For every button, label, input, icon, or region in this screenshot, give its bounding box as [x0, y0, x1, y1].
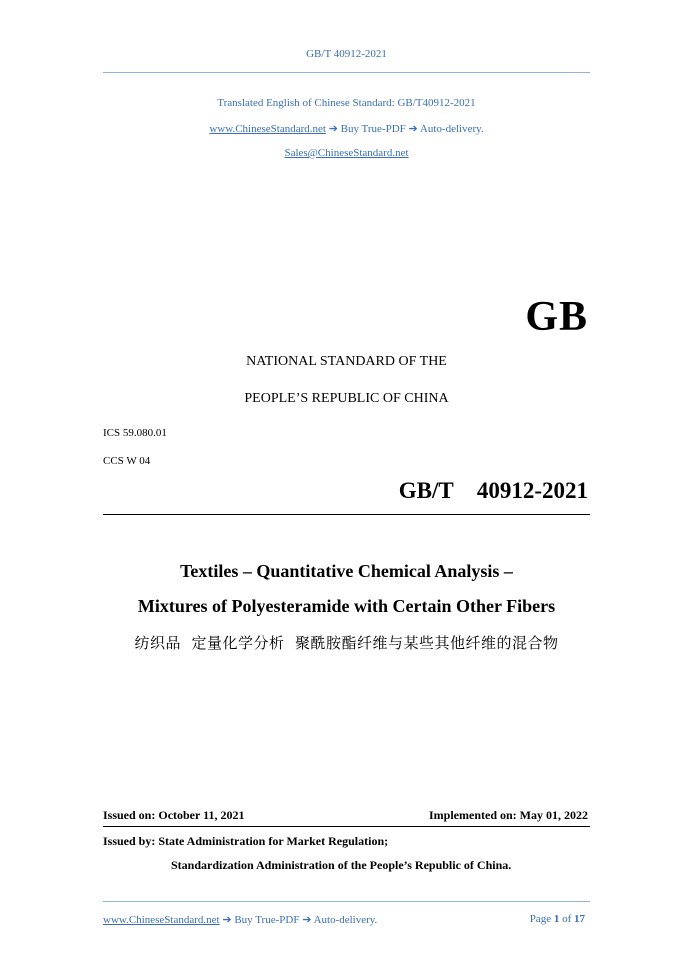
issued-by-line2: Standardization Administration of the People’s Republic of China.: [171, 858, 512, 872]
footer-divider: [103, 901, 590, 902]
auto-delivery-text: Auto-delivery.: [419, 123, 484, 135]
arrow-icon: ➔: [302, 914, 312, 926]
site-link[interactable]: www.ChineseStandard.net: [209, 123, 326, 135]
issued-by-line1: Issued by: State Administration for Market Regulation;: [103, 834, 389, 848]
sales-email-link[interactable]: Sales@ChineseStandard.net: [284, 147, 409, 159]
title-divider: [103, 514, 590, 515]
document-title-chinese: 纺织品 定量化学分析 聚酰胺酯纤维与某些其他纤维的混合物: [134, 634, 559, 652]
translation-notice: Translated English of Chinese Standard: GB/T40912-2021: [217, 97, 476, 109]
dates-divider: [103, 826, 590, 827]
standard-number: GB/T 40912-2021: [398, 478, 588, 503]
ics-code: ICS 59.080.01: [103, 427, 167, 439]
document-title-line2: Mixtures of Polyesteramide with Certain Other Fibers: [137, 596, 556, 616]
footer-auto-delivery: Auto-delivery.: [313, 914, 378, 926]
page-of: of: [562, 913, 572, 925]
page-total: 17: [574, 913, 585, 925]
page-label: Page: [529, 913, 552, 925]
page-number: [530, 913, 585, 925]
issued-on-date: Issued on: October 11, 2021: [103, 808, 245, 822]
header-divider: [103, 72, 590, 73]
header-standard-code: GB/T 40912-2021: [306, 48, 387, 60]
document-title-line1: Textiles – Quantitative Chemical Analysis –: [180, 561, 513, 581]
national-standard-line1: NATIONAL STANDARD OF THE: [246, 354, 447, 369]
buy-pdf-link: Buy True-PDF: [340, 123, 406, 135]
arrow-icon: ➔: [408, 123, 418, 135]
ccs-code: CCS W 04: [103, 455, 151, 467]
national-standard-line2: PEOPLE’S REPUBLIC OF CHINA: [244, 391, 449, 406]
page-current: 1: [553, 913, 560, 925]
sales-email-row: [0, 147, 693, 159]
purchase-links: [0, 122, 693, 135]
implemented-on-date: Implemented on: May 01, 2022: [429, 808, 588, 822]
footer-links: [103, 913, 377, 926]
footer-buy-pdf: Buy True-PDF: [234, 914, 300, 926]
arrow-icon: ➔: [222, 914, 232, 926]
gb-logo: GB: [525, 294, 588, 340]
footer-site-link[interactable]: www.ChineseStandard.net: [103, 914, 220, 926]
arrow-icon: ➔: [328, 123, 338, 135]
